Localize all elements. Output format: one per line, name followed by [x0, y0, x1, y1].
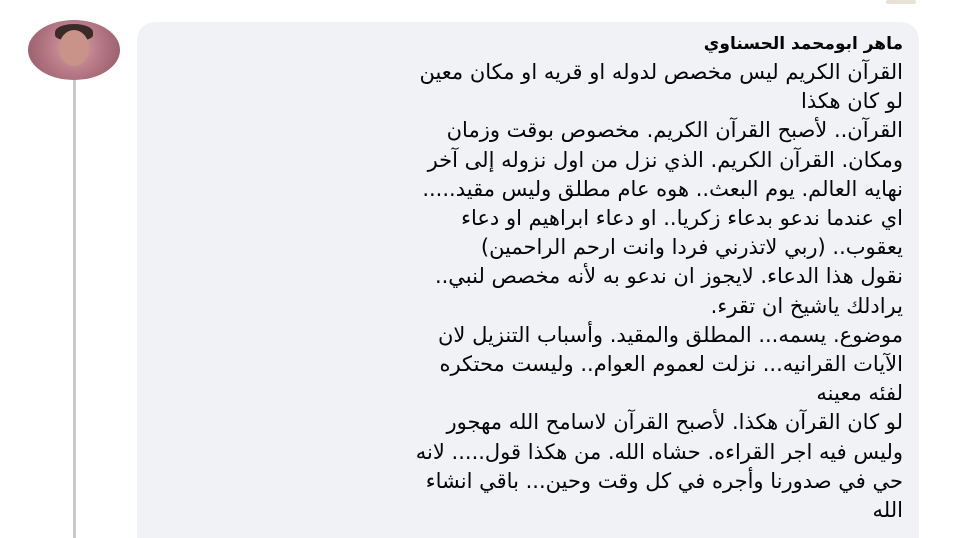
comment-line: ومكان. القرآن الكريم. الذي نزل من اول نزوله إلى آخر — [427, 147, 903, 172]
comment-line: نهايه العالم. يوم البعث.. هوه عام مطلق وليس مقيد..... — [422, 176, 903, 201]
top-edge-fragment — [886, 0, 916, 4]
comment-line: لو كان هكذا — [801, 89, 903, 114]
avatar[interactable] — [28, 20, 120, 80]
comment-line: حي في صدورنا وأجره في كل وقت وحين... باقي انشاء — [425, 468, 903, 493]
comment-line: موضوع. يسمه... المطلق والمقيد. وأسباب التنزيل لان — [438, 322, 903, 347]
avatar-face — [59, 30, 89, 66]
thread-line — [73, 80, 76, 538]
comment-line: القرآن.. لأصبح القرآن الكريم. مخصوص بوقت وزمان — [446, 118, 903, 143]
comment-line: القرآن الكريم ليس مخصص لدوله او قريه او مكان معين — [419, 60, 903, 84]
comment-line: اي عندما ندعو بدعاء زكريا.. او دعاء ابراهيم او دعاء — [461, 206, 903, 231]
comment-line: الله — [872, 498, 903, 523]
comment-line: نقول هذا الدعاء. لايجوز ان ندعو به لأنه مخصص لنبي.. — [434, 264, 903, 289]
comment-line: يرادلك ياشيخ ان تقرء. — [710, 293, 903, 318]
comment-line: وليس فيه اجر القراءه. حشاه الله. من هكذا قول..... لانه — [415, 439, 903, 464]
comment-bubble — [137, 22, 919, 538]
comment-author[interactable]: ماهر ابومحمد الحسناوي — [703, 34, 903, 54]
comment-line: يعقوب.. (ربي لاتذرني فردا وانت ارحم الراحمين) — [480, 235, 903, 260]
comment-body — [159, 58, 903, 525]
comment-line: الآيات القرانيه... نزلت لعموم العوام.. وليست محتكره — [439, 352, 903, 377]
comment-line: لفئه معينه — [816, 381, 903, 406]
comment-line: لو كان القرآن هكذا. لأصبح القرآن لاسامح الله مهجور — [446, 410, 903, 435]
